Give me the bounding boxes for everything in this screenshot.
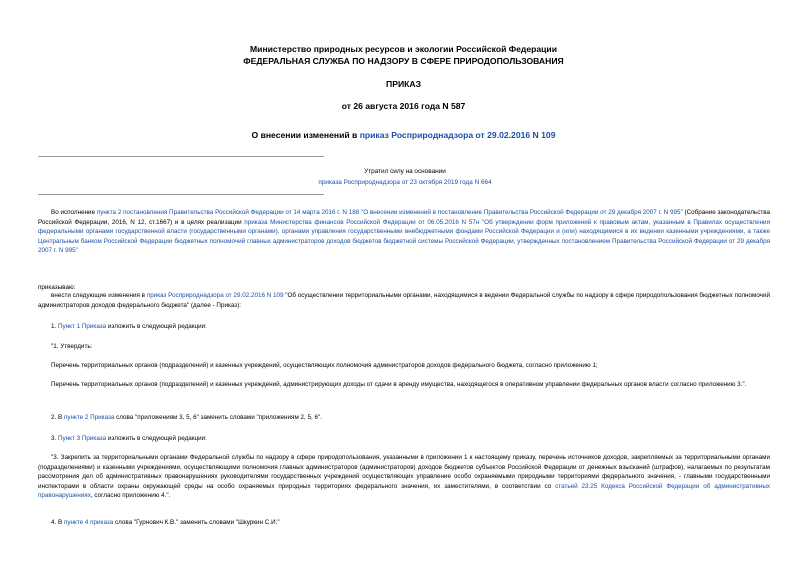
item-1-text: изложить в следующей редакции: (106, 323, 207, 330)
document-date-number: от 26 августа 2016 года N 587 (341, 101, 466, 111)
item-1-number: 1. (51, 323, 59, 330)
item-1-link[interactable]: Пункт 1 Приказа (58, 323, 107, 330)
item-4-number: 4. В (51, 519, 64, 526)
preamble-link-2[interactable]: приказа Министерства финансов Российской Федерации от 06.05.2016 N 57н "Об утверждении форм приложений к правовым актам, указанным в Правилах осуществления федеральными органами государственной власти (государственными органами), органами управления государственными внебюджетными фондами Российской Федерации и (или) находящимися в их ведении казенными учреждениями, а также Центральным банком Российской Федерации бюджетных полномочий главных администраторов доходов бюджетов бюджетной системы Российской Федерации, утвержденных постановлением Правительства Российской Федерации от 29 декабря 2007 г. N 995" (38, 218, 770, 255)
item-2-text: слова "приложениям 3, 5, 6" заменить словами "приложениям 2, 5, 6". (114, 414, 323, 421)
quote-1-line-3: Перечень территориальных органов (подразделений) и казенных учреждений, администрирующих доходы от сдачи в аренду имущества, находящегося в оперативном управлении федеральных органов власти согласно приложению 3.". (51, 381, 747, 388)
item-4 (51, 518, 280, 528)
item-3-text: изложить в следующей редакции: (106, 435, 207, 442)
status-note-link-row (260, 178, 550, 188)
status-note-line: Утратил силу на основании (364, 168, 446, 175)
item-4-text: слова "Гурнович К.В." заменить словами "Шкуркин С.И." (113, 519, 280, 526)
item-1 (51, 322, 207, 332)
title-prefix: О внесении изменений в (251, 130, 360, 140)
item-2 (51, 413, 322, 423)
item-3-link[interactable]: Пункт 3 Приказа (58, 435, 107, 442)
ministry-name: Министерство природных ресурсов и экологии Российской Федерации (250, 44, 557, 54)
intro-text-2: "Об осуществлении территориальными органами, находящимися в ведении Федеральной службы по надзору в сфере природопользования бюджетных полномочий администраторов доходов федерального бюджета" (далее - Приказ): (38, 292, 771, 309)
quote-1-line-2: Перечень территориальных органов (подразделений) и казенных учреждений, осуществляющих полномочия администраторов доходов федерального бюджета, согласно приложению 1; (51, 362, 598, 369)
bottom-divider (38, 194, 324, 195)
item-3 (51, 434, 207, 444)
preamble-text-1: Во исполнение (51, 209, 97, 216)
quote-1-line-1: "1. Утвердить: (51, 343, 93, 350)
status-note-link[interactable]: приказа Росприроднадзора от 23 октября 2019 года N 664 (318, 179, 492, 186)
document-title (0, 130, 807, 141)
quote-3-link[interactable]: статьей 23.25 Кодекса Российской Федерации об административных правонарушениях (38, 482, 771, 500)
top-divider (38, 156, 324, 157)
document-type: ПРИКАЗ (386, 79, 421, 89)
preamble-paragraph (38, 208, 770, 256)
quote-3-text-2: , согласно приложению 4.". (90, 492, 171, 500)
preamble-text-2: (Собрание законодательства Российской Федерации, 2016, N 12, ст.1667) и в целях реализации (38, 209, 771, 226)
title-link[interactable]: приказ Росприроднадзора от 29.02.2016 N 109 (359, 130, 556, 140)
item-4-link[interactable]: пункте 4 приказа (63, 519, 114, 526)
intro-link[interactable]: приказ Росприроднадзора от 29.02.2016 N 109 (146, 292, 284, 299)
item-3-number: 3. (51, 435, 59, 442)
item-2-link[interactable]: пункте 2 Приказа (63, 414, 115, 421)
preamble-link-1[interactable]: пункта 2 постановления Правительства Российской Федерации от 14 марта 2016 г. N 188 "О внесении изменений в постановление Правительства Российской Федерации от 29 декабря 2007 г. N 995" (96, 209, 683, 216)
intro-text-1: внести следующие изменения в (51, 292, 147, 299)
item-2-number: 2. В (51, 414, 64, 421)
intro-paragraph (38, 291, 770, 310)
service-name: ФЕДЕРАЛЬНАЯ СЛУЖБА ПО НАДЗОРУ В СФЕРЕ ПРИРОДОПОЛЬЗОВАНИЯ (243, 56, 564, 66)
quote-3-paragraph (38, 453, 770, 501)
quote-3-text-1: "3. Закрепить за территориальными органами Федеральной службы по надзору в сфере природопользования, указанными в приложении 1 к настоящему приказу, перечень источников доходов, закрепляемых за территориальными органами (подразделениями) и казенными учреждениями, осуществляющими полномочия главных администраторов (администраторов) доходов бюджетов субъектов Российской Федерации от денежных взысканий (штрафов), налагаемых по результатам рассмотрения дел об административных правонарушениях руководителями государственных учреждений осуществляющих управление особо охраняемыми природными территориями федерального значения, - главными государственными инспекторами в области охраны окружающей среды на особо охраняемых природных территориях федерального значения, их заместителями, в соответствии со (38, 454, 770, 490)
order-word: приказываю: (38, 284, 76, 291)
